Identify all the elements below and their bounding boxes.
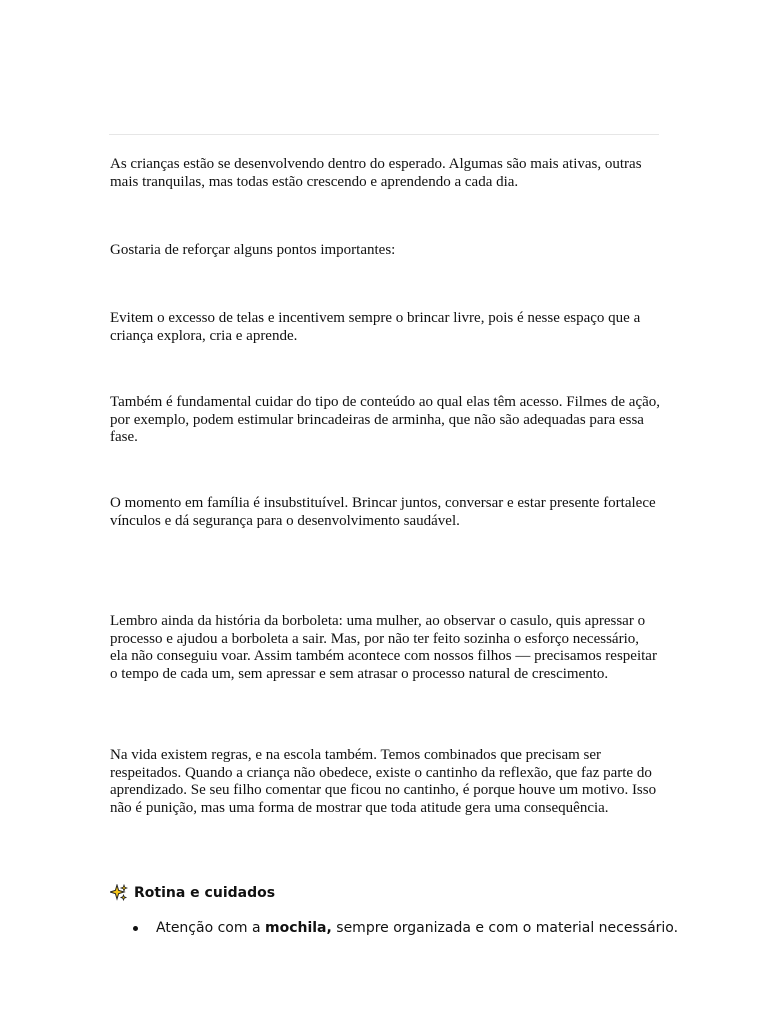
- sparkles-icon: [110, 884, 128, 902]
- bullet-dot-icon: [133, 926, 138, 931]
- paragraph-intro: As crianças estão se desenvolvendo dentro do esperado. Algumas são mais ativas, outras mais tranquilas, mas todas estão crescendo e aprendendo a cada dia.: [110, 156, 642, 190]
- bullet-text-after: sempre organizada e com o material necessário.: [331, 920, 679, 936]
- paragraph-reinforce: Gostaria de reforçar alguns pontos importantes:: [110, 242, 396, 258]
- paragraph-butterfly: Lembro ainda da história da borboleta: uma mulher, ao observar o casulo, quis apressar o processo e ajudou a borboleta a sair. Mas, por não ter feito sozinha o esforço necessário, ela não conseguiu voar. Assim também acontece com nossos filhos — precisamos respeitar o tempo de cada um, sem apressar e sem atrasar o processo natural de crescimento.: [110, 613, 657, 682]
- top-divider: [109, 134, 659, 135]
- bullet-text-before: Atenção com a: [156, 920, 265, 936]
- bullet-text-bold: mochila,: [264, 920, 332, 936]
- section-heading: [110, 884, 275, 902]
- paragraph-content: Também é fundamental cuidar do tipo de conteúdo ao qual elas têm acesso. Filmes de ação, por exemplo, podem estimular brincadeiras de arminha, que não são adequadas para essa fase.: [110, 394, 661, 445]
- list-item: [110, 918, 710, 938]
- paragraph-family: O momento em família é insubstituível. Brincar juntos, conversar e estar presente fortalece vínculos e dá segurança para o desenvolvimento saudável.: [110, 495, 656, 529]
- bullet-list: [110, 918, 710, 938]
- paragraph-screens: Evitem o excesso de telas e incentivem sempre o brincar livre, pois é nesse espaço que a criança explora, cria e aprende.: [110, 310, 641, 344]
- paragraph-rules: Na vida existem regras, e na escola também. Temos combinados que precisam ser respeitados. Quando a criança não obedece, existe o cantinho da reflexão, que faz parte do aprendizado. Se seu filho comentar que ficou no cantinho, é porque houve um motivo. Isso não é punição, mas uma forma de mostrar que toda atitude gera uma consequência.: [110, 747, 657, 816]
- section-title: Rotina e cuidados: [134, 885, 276, 901]
